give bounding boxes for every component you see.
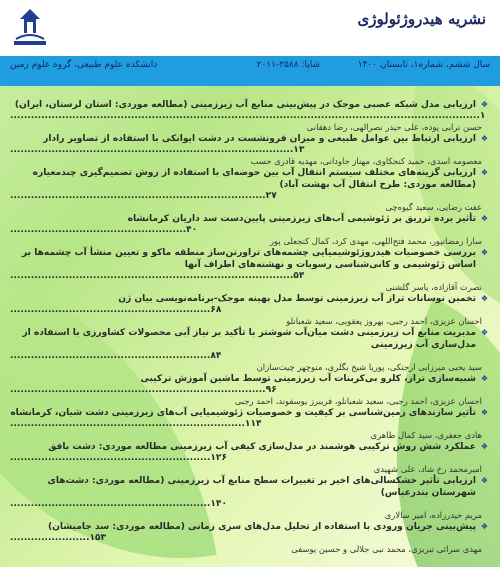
entry-page: ..........................................................۶۸ xyxy=(10,305,222,315)
entry-title: تخمین نوسانات تراز آب زیرزمینی توسط مدل بهینه موجک-برنامه‌نویسی بیان ژن xyxy=(118,294,476,304)
entry-title: شبیه‌سازی تراز، کلرو بی‌کربنات آب زیرزمینی توسط ماشین آموزش ترکیبی xyxy=(140,374,476,384)
bullet-icon: ❖ xyxy=(480,100,488,109)
entry-page: ..................................................................................۱۳ xyxy=(10,145,305,155)
entry-title: ارزیابی مدل شبکه عصبی موجک در پیش‌بینی منابع آب زیرزمینی (مطالعه موردی: استان لرستان، ایران) xyxy=(14,100,476,110)
entry-authors: سید یحیی میرزایی ارجنکی، پوریا شیخ بگلری، منوچهر چیت‌سازان xyxy=(256,362,482,372)
entry-page: ...................................................۴۰ xyxy=(10,225,198,235)
toc-entry[interactable] xyxy=(10,167,488,213)
entry-authors: مهدی سرائی تبریزی، محمد نبی جلالی و حسین یوسفی xyxy=(291,544,482,554)
toc-entry[interactable] xyxy=(10,213,488,247)
entry-authors: معصومه اسدی، حمید کنجکاوی، مهناز جاودانی، مهدیه قادری حسب xyxy=(250,156,482,166)
bullet-icon: ❖ xyxy=(480,294,488,303)
journal-title: نشریه هیدروژئولوژی xyxy=(357,10,486,28)
entry-title: ارزیابی تأثیر خشکسالی‌های اخیر بر تغییرات سطح منابع آب زیرزمینی (مطالعه موردی: دشت‌های شهرستان بندرعباس) xyxy=(47,476,476,498)
entry-title: ارزیابی ارتباط بین عوامل طبیعی و میزان فرونشست در دشت ایوانکی با استفاده از تصاویر رادار xyxy=(43,134,476,144)
bullet-icon: ❖ xyxy=(480,328,488,337)
faculty-info: دانشکده علوم طبیعی، گروه علوم زمین xyxy=(10,60,158,70)
toc-entry[interactable] xyxy=(10,133,488,167)
issue-info: سال ششم، شماره۱، تابستان ۱۴۰۰ xyxy=(357,60,490,70)
toc-entry[interactable] xyxy=(10,475,488,521)
header xyxy=(0,0,500,56)
entry-title: بررسی خصوصیات هیدروژئوشیمیایی چشمه‌های تراورتن‌ساز منطقه ماکو و تعیین منشأ آب چشمه‌ها بر اساس ژئوشیمی و کانی‌شناسی رسوبات و نهشته‌های اطراف آنها xyxy=(21,248,476,270)
entry-title: پیش‌بینی جریان ورودی با استفاده از تحلیل مدل‌های سری زمانی (مطالعه موردی: سد جامیشان) xyxy=(47,522,476,532)
entry-authors: نصرت آقازاده، یاسر گلشنی xyxy=(385,282,482,292)
entry-title: عملکرد شش روش ترکیبی هوشمند در مدل‌سازی کیفی آب زیرزمینی مطالعه موردی: دشت بافق xyxy=(48,442,476,452)
table-of-contents xyxy=(10,99,488,555)
entry-page: ..........................................................۸۴ xyxy=(10,351,222,361)
bullet-icon: ❖ xyxy=(480,374,488,383)
entry-page: ..........................................................................۲۷ xyxy=(10,191,277,201)
entry-authors: عفت رضایی، سعید گیوه‌چی xyxy=(385,202,482,212)
issn-info: شاپا: ۲۵۸۸-۲۰۱۱ xyxy=(256,60,320,70)
bullet-icon: ❖ xyxy=(480,214,488,223)
entry-page: .......................۱۵۳ xyxy=(10,533,107,543)
bullet-icon: ❖ xyxy=(480,168,488,177)
toc-entry[interactable] xyxy=(10,293,488,327)
toc-entry[interactable] xyxy=(10,521,488,555)
entry-title: تأثیر برده تزریق بر ژئوشیمی آب‌های زیرزمینی پایین‌دست سد داریان کرمانشاه xyxy=(127,214,476,224)
entry-title: مدیریت منابع آب زیرزمینی دشت میان‌آب شوشتر با تأکید بر نیاز آبی محصولات کشاورزی با استفاده از مدل‌سازی آب زیرزمینی xyxy=(22,328,476,350)
entry-authors: امیرمحمد رخ شاد، علی شهیدی xyxy=(373,464,482,474)
entry-authors: احسان عزیزی، احمد رجبی، بهروز یعقوبی، سعید شعبانلو xyxy=(286,316,482,326)
toc-entry[interactable] xyxy=(10,407,488,441)
toc-entry[interactable] xyxy=(10,373,488,407)
bullet-icon: ❖ xyxy=(480,248,488,257)
entry-page: ....................................................................۱۱۴ xyxy=(10,419,262,429)
toc-entry[interactable] xyxy=(10,441,488,475)
entry-title: ارزیابی گزینه‌های مختلف سیستم انتقال آب بین حوضه‌ای با استفاده از روش تصمیم‌گیری چندمعیاره (مطالعه موردی: طرح انتقال آب بهشت آباد) xyxy=(32,168,476,190)
entry-authors: سارا رمضانپور، محمد فتح‌اللهی، مهدی کرد، کمال کنجعلی پور xyxy=(270,236,482,246)
toc-entry[interactable] xyxy=(10,247,488,293)
entry-page: ..........................................................۱۲۶ xyxy=(10,453,228,463)
entry-title: تأثیر سازندهای زمین‌شناسی بر کیفیت و خصوصیات ژئوشیمیایی آب‌های زیرزمینی دشت شیان، کرمانشاه xyxy=(10,408,476,418)
bullet-icon: ❖ xyxy=(480,408,488,417)
entry-authors: حسن ترابی پوده، علی حیدر نصرالهی، رضا دهقانی xyxy=(306,122,482,132)
bullet-icon: ❖ xyxy=(480,522,488,531)
entry-page: ..........................................................................۹۶ xyxy=(10,385,277,395)
entry-authors: هادی جعفری، سید کمال طاهری xyxy=(370,430,482,440)
bullet-icon: ❖ xyxy=(480,476,488,485)
entry-page: ........................................................................................................................................۱ xyxy=(10,111,486,121)
entry-page: ..........................................................۱۴۰ xyxy=(10,499,228,509)
entry-page: ..................................................................................۵۴ xyxy=(10,271,305,281)
entry-authors: احسان عزیزی، احمد رجبی، سعید شعبانلو، فریبرز یوسفوند، احمد رجبی xyxy=(234,396,482,406)
toc-entry[interactable] xyxy=(10,99,488,133)
university-logo-icon xyxy=(6,3,54,51)
entry-authors: مریم حیدرزاده، امیر سالاری xyxy=(384,510,482,520)
bullet-icon: ❖ xyxy=(480,442,488,451)
bullet-icon: ❖ xyxy=(480,134,488,143)
toc-entry[interactable] xyxy=(10,327,488,373)
